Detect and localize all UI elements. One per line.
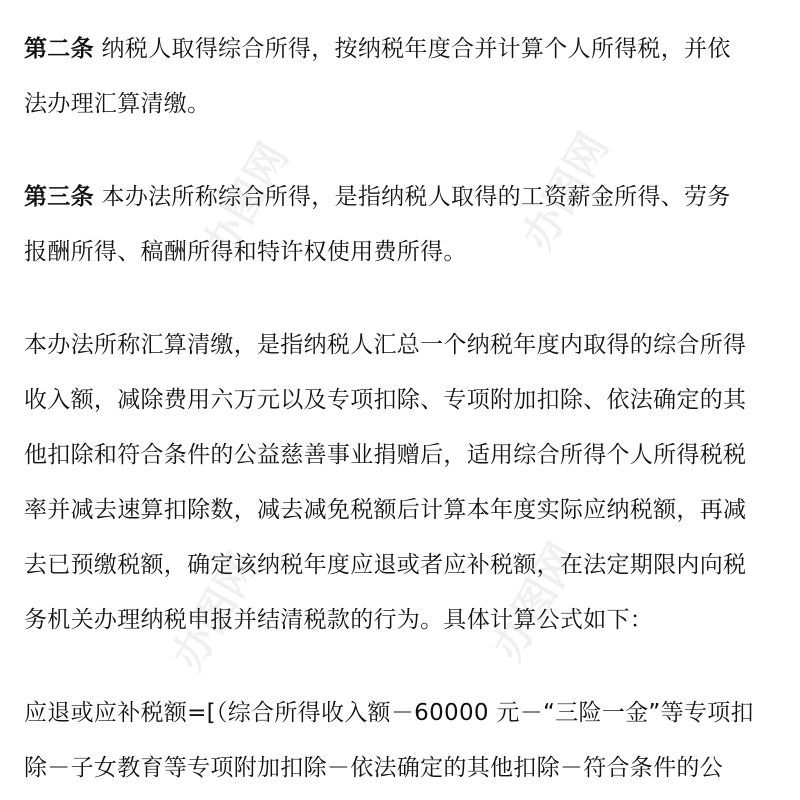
article-2-text: 纳税人取得综合所得，按纳税年度合并计算个人所得税，并依 法办理汇算清缴。 (24, 36, 731, 117)
article-3-label: 第三条 (24, 184, 94, 210)
paragraph-spacer (24, 132, 780, 170)
paragraph-spacer (24, 280, 780, 318)
settlement-definition-paragraph: 本办法所称汇算清缴，是指纳税人汇总一个纳税年度内取得的综合所得 收入额，减除费用六万元以及专项扣除、专项附加扣除、依法确定的其 他扣除和符合条件的公益慈善事业捐赠后，适用综合所得个人所得税税 率并减去速算扣除数，减去减免税额后计算本年度实际应纳税额，再减 去已预缴税额，确定该纳税年度应退或者应补税额，在法定期限内向税 务机关办理纳税申报并结清税款的行为。具体计算公式如下： (24, 332, 747, 633)
article-2-label: 第二条 (24, 36, 94, 62)
watermark: 办图网 (482, 534, 588, 669)
watermark: 办图网 (512, 124, 618, 259)
watermark: 办图网 (192, 134, 298, 269)
article-3-text: 本办法所称综合所得，是指纳税人取得的工资薪金所得、劳务 报酬所得、稿酬所得和特许权使用费所得。 (24, 184, 731, 265)
formula-paragraph: 应退或应补税额=[（综合所得收入额－60000 元－“三险一金”等专项扣 除－子女教育等专项附加扣除－依法确定的其他扣除－符合条件的公 (24, 700, 754, 781)
document-body (24, 22, 780, 796)
article-2-paragraph (24, 22, 780, 132)
watermark: 办图网 (162, 544, 268, 679)
paragraph-spacer (24, 648, 780, 686)
article-3-paragraph (24, 170, 780, 280)
